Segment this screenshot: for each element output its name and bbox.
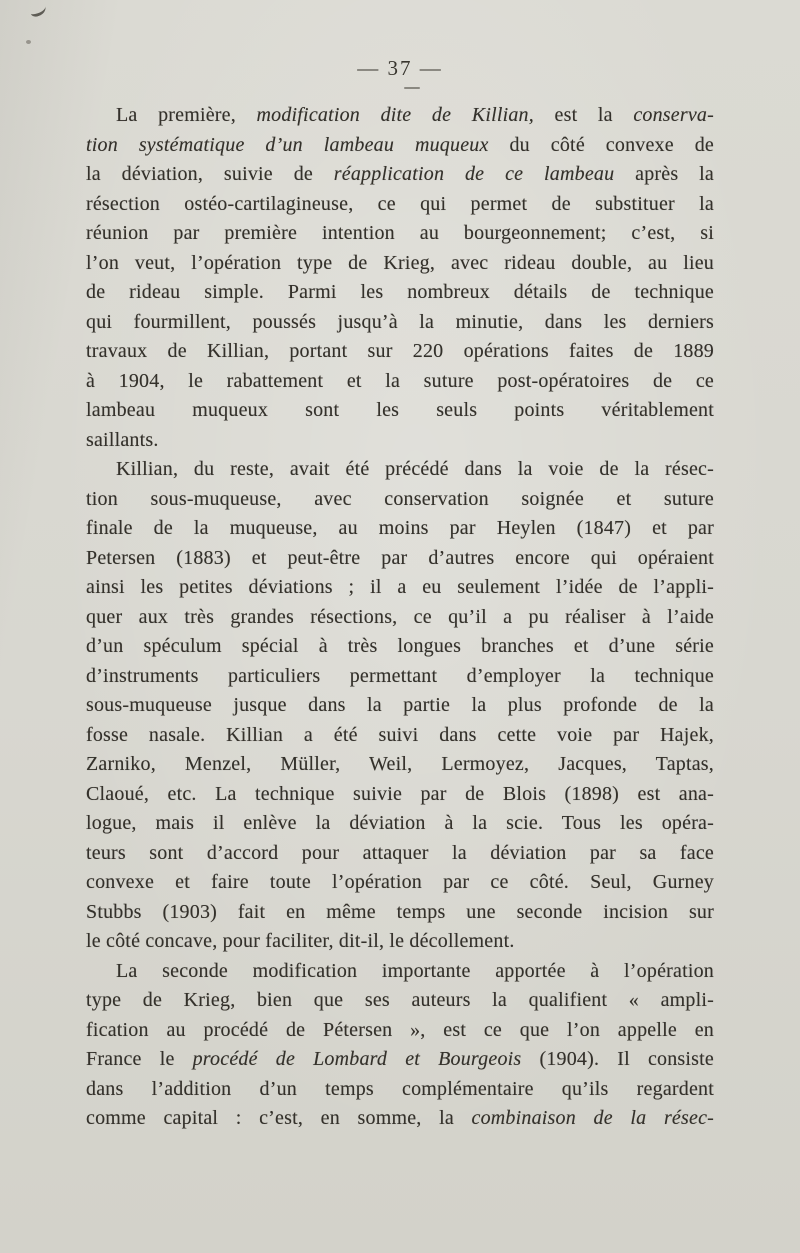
text-line: [86, 544, 714, 574]
text-segment: sous-muqueuse jusque dans la partie la plus profonde de la: [86, 694, 714, 716]
text-segment: qui fourmillent, poussés jusqu’à la minutie, dans les derniers: [86, 310, 714, 333]
text-segment: d’instruments particuliers permettant d’employer la technique: [86, 664, 714, 687]
text-line: [86, 367, 714, 397]
text-line: [86, 485, 714, 515]
text-line: [86, 603, 714, 633]
paragraph: [86, 101, 714, 455]
text-segment: France le: [86, 1048, 193, 1070]
text-segment: d’un spéculum spécial à très longues branches et d’une série: [86, 635, 714, 657]
text-segment: à 1904, le rabattement et la suture post-opératoires de ce: [86, 369, 714, 392]
text-segment: Killian, du reste, avait été précédé dans la voie de la résec-: [116, 458, 714, 480]
paragraph: [86, 455, 714, 957]
text-segment: travaux de Killian, portant sur 220 opérations faites de 1889: [86, 340, 714, 362]
text-segment: saillants.: [86, 428, 159, 451]
text-segment: conserva-: [633, 104, 714, 126]
text-line: [86, 219, 714, 249]
text-line: [86, 190, 714, 220]
text-line: [86, 868, 714, 898]
text-segment: finale de la muqueuse, au moins par Heylen (1847) et par: [86, 517, 714, 539]
text-line: [86, 573, 714, 603]
text-segment: convexe et faire toute l’opération par ce côté. Seul, Gurney: [86, 871, 714, 893]
text-segment: (1904). Il consiste: [521, 1048, 714, 1070]
text-segment: est la: [533, 104, 634, 126]
text-segment: fosse nasale. Killian a été suivi dans cette voie par Hajek,: [86, 723, 714, 746]
text-line: [86, 1075, 714, 1105]
text-line: [86, 750, 714, 780]
text-line: [86, 1045, 714, 1075]
text-segment: réapplication de ce lambeau: [333, 163, 615, 185]
text-line: [86, 780, 714, 810]
text-segment: de rideau simple. Parmi les nombreux détails de technique: [86, 281, 714, 303]
text-segment: teurs sont d’accord pour attaquer la déviation par sa face: [86, 841, 714, 864]
text-line: [86, 809, 714, 839]
text-line: [86, 839, 714, 869]
text-line: [86, 514, 714, 544]
text-line: [86, 131, 714, 161]
text-segment: type de Krieg, bien que ses auteurs la qualifient « ampli-: [86, 989, 714, 1011]
text-segment: fication au procédé de Pétersen », est ce que l’on appelle en: [86, 1018, 714, 1041]
text-segment: l’on veut, l’opération type de Krieg, avec rideau double, au lieu: [86, 251, 714, 274]
text-line: [86, 308, 714, 338]
text-line: [86, 1104, 714, 1134]
text-line: [86, 986, 714, 1016]
text-segment: La seconde modification importante apportée à l’opération: [116, 959, 714, 982]
text-segment: après la: [614, 163, 714, 185]
text-line: [86, 426, 714, 456]
text-line: [86, 957, 714, 987]
text-segment: tion sous-muqueuse, avec conservation soignée et suture: [86, 487, 714, 510]
text-segment: Stubbs (1903) fait en même temps une seconde incision sur: [86, 900, 714, 923]
page-number: — 37 —: [357, 56, 443, 80]
text-line: [86, 396, 714, 426]
text-segment: logue, mais il enlève la déviation à la scie. Tous les opéra-: [86, 812, 714, 834]
ink-mark-artifact: [29, 2, 48, 18]
text-segment: tion systématique d’un lambeau muqueux: [86, 133, 489, 156]
text-segment: le côté concave, pour faciliter, dit-il, le décollement.: [86, 930, 515, 952]
text-line: [86, 721, 714, 751]
text-line: [86, 278, 714, 308]
text-segment: ainsi les petites déviations ; il a eu seulement l’idée de l’appli-: [86, 576, 714, 598]
text-segment: la déviation, suivie de: [86, 163, 334, 185]
text-segment: Claoué, etc. La technique suivie par de Blois (1898) est ana-: [86, 782, 714, 805]
text-segment: du côté convexe de: [488, 133, 714, 156]
text-segment: modification dite de Killian,: [256, 104, 534, 126]
text-segment: lambeau muqueux sont les seuls points véritablement: [86, 399, 714, 421]
text-line: [86, 662, 714, 692]
text-segment: combinaison de la résec-: [471, 1107, 714, 1129]
text-segment: Petersen (1883) et peut-être par d’autres encore qui opéraient: [86, 546, 714, 569]
text-line: [86, 691, 714, 721]
text-line: [86, 101, 714, 131]
text-segment: réunion par première intention au bourgeonnement; c’est, si: [86, 222, 714, 244]
text-block: [86, 101, 714, 1134]
text-line: [86, 249, 714, 279]
text-segment: La première,: [116, 104, 257, 126]
text-segment: dans l’addition d’un temps complémentaire qu’ils regardent: [86, 1077, 714, 1100]
page-number-rule: [404, 87, 420, 89]
paragraph: [86, 957, 714, 1134]
text-line: [86, 455, 714, 485]
text-line: [86, 927, 714, 957]
text-segment: quer aux très grandes résections, ce qu’il a pu réaliser à l’aide: [86, 605, 714, 628]
text-line: [86, 337, 714, 367]
text-line: [86, 898, 714, 928]
text-segment: résection ostéo-cartilagineuse, ce qui permet de substituer la: [86, 192, 714, 215]
text-segment: procédé de Lombard et Bourgeois: [192, 1048, 522, 1070]
ink-speck-artifact: [26, 40, 31, 44]
text-line: [86, 160, 714, 190]
text-segment: Zarniko, Menzel, Müller, Weil, Lermoyez, Jacques, Taptas,: [86, 753, 714, 775]
text-segment: comme capital : c’est, en somme, la: [86, 1107, 472, 1129]
text-line: [86, 1016, 714, 1046]
text-line: [86, 632, 714, 662]
